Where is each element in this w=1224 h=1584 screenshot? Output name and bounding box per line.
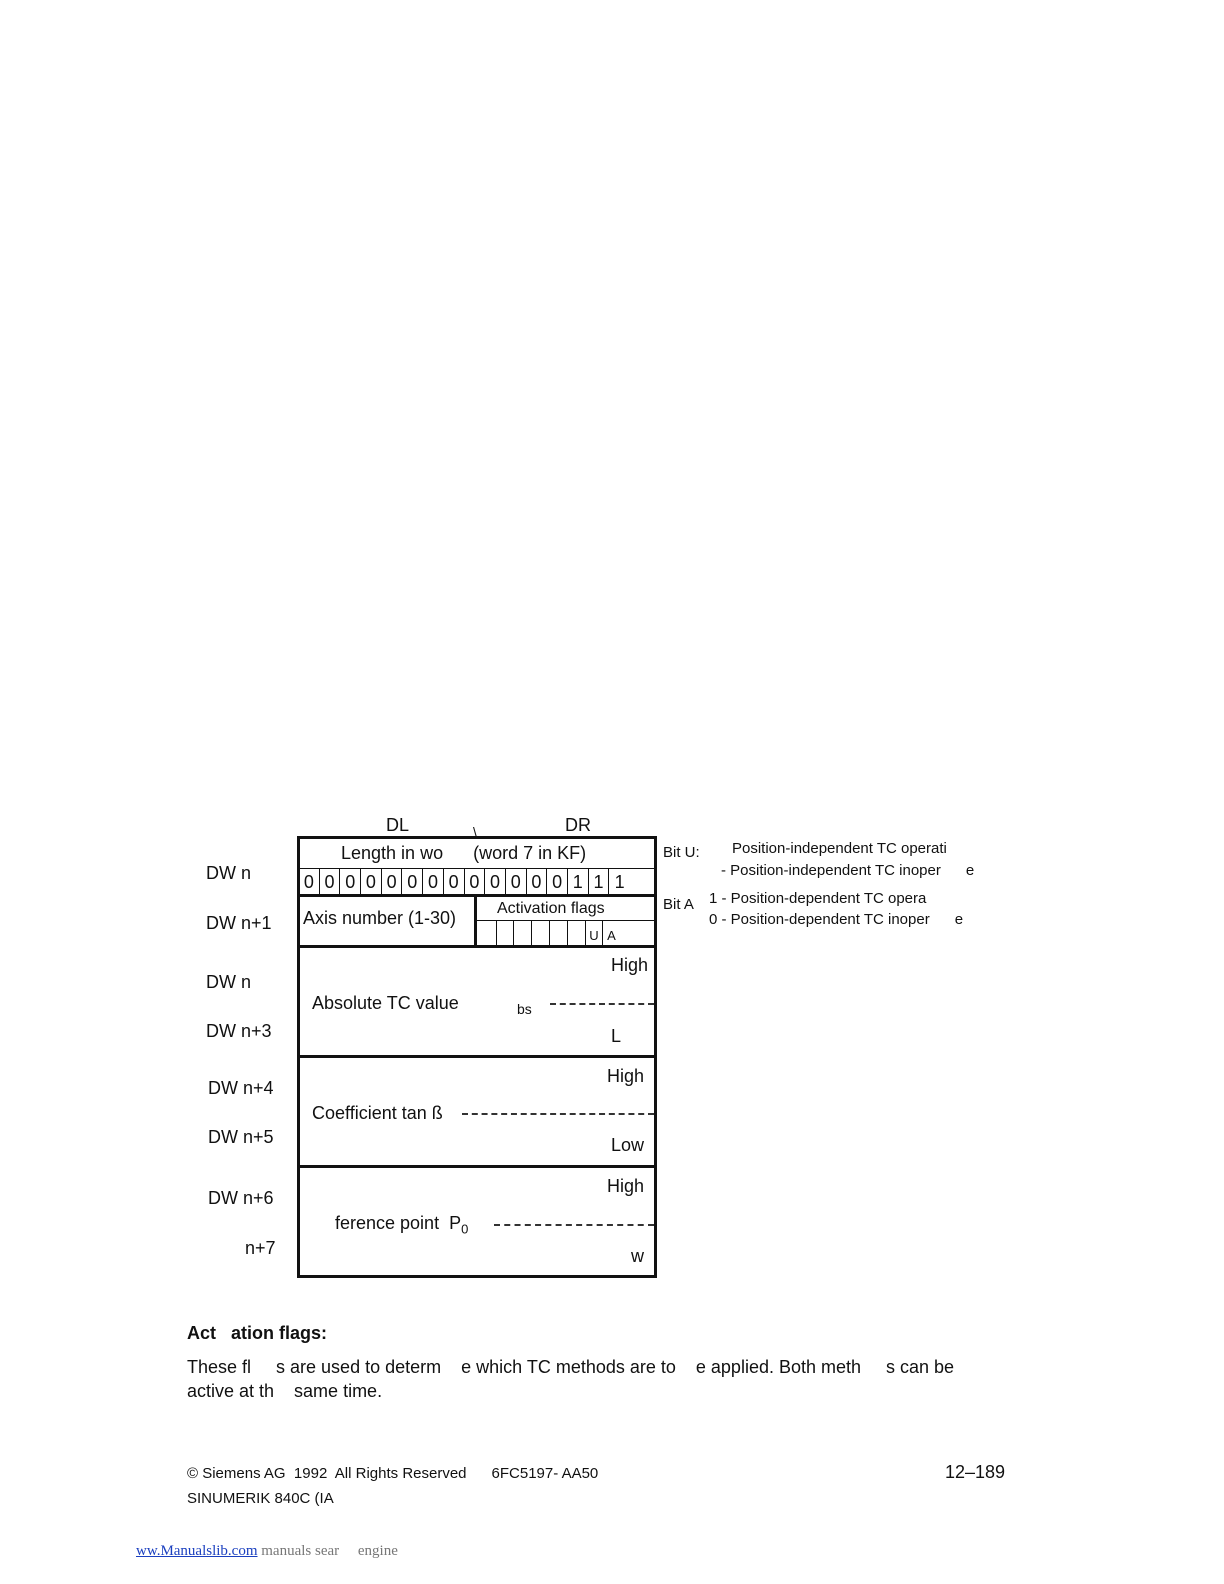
absolute-tc-high: High — [611, 955, 649, 975]
absolute-tc-sub: bs — [517, 1001, 532, 1017]
coeff-high: High — [607, 1066, 645, 1086]
absolute-tc-dashline — [550, 1003, 654, 1005]
footer-copyright: © Siemens AG 1992 All Rights Reserved 6FC5197- AA50 — [187, 1465, 599, 1482]
bit-a-label: Bit A — [663, 896, 694, 913]
bit-cell: 0 — [485, 869, 506, 895]
word-label: DW n+3 — [206, 1021, 272, 1041]
row-divider — [299, 945, 655, 948]
coeff-label: Coefficient tan ß — [312, 1103, 443, 1123]
section-body-line2: active at th same time. — [187, 1381, 383, 1401]
flag-cell — [514, 921, 532, 947]
ref-label-text: ference point P — [335, 1213, 462, 1233]
absolute-tc-label: Absolute TC value — [312, 993, 459, 1013]
axis-number-label: Axis number (1-30) — [303, 908, 457, 928]
bit-a-line2: 0 - Position-dependent TC inoper e — [709, 911, 964, 928]
manualslib-link[interactable]: ww.Manualslib.com — [136, 1543, 258, 1559]
bit-cell: 0 — [320, 869, 341, 895]
watermark-text: manuals sear engine — [257, 1543, 398, 1559]
bit-u-line2: - Position-independent TC inoper e — [721, 862, 975, 879]
word-label: DW n — [206, 863, 251, 883]
absolute-tc-low: L — [611, 1026, 622, 1046]
row-divider — [299, 1165, 655, 1168]
bit-cell: 0 — [382, 869, 403, 895]
bit-cell: 0 — [402, 869, 423, 895]
flag-cell — [532, 921, 550, 947]
word-label: DW n — [206, 972, 251, 992]
section-heading: Act ation flags: — [187, 1323, 328, 1343]
flag-cell: A — [607, 928, 616, 943]
bit-u-line1: Position-independent TC operati — [732, 840, 947, 857]
word-label: DW n+6 — [208, 1188, 274, 1208]
bit-cell: 1 — [589, 869, 610, 895]
row-divider — [299, 894, 655, 897]
header-tick: \ — [473, 824, 477, 840]
bit-cell: 0 — [547, 869, 568, 895]
bit-cell: 0 — [423, 869, 444, 895]
bit-cell: 1 — [614, 872, 625, 892]
header-dr: DR — [565, 815, 591, 835]
flag-cell — [568, 921, 586, 947]
ref-low: w — [631, 1246, 644, 1266]
page-number: 12–189 — [945, 1462, 1006, 1482]
ref-label — [335, 1213, 468, 1237]
ref-subscript: 0 — [461, 1221, 469, 1237]
bit-cell: 1 — [568, 869, 589, 895]
footer-product: SINUMERIK 840C (IA — [187, 1490, 334, 1507]
header-dl: DL — [386, 815, 410, 835]
bit-cell: 0 — [506, 869, 527, 895]
coeff-dashline — [462, 1113, 654, 1115]
flag-cell — [477, 921, 497, 947]
coeff-low: Low — [611, 1135, 645, 1155]
bit-a-line1: 1 - Position-dependent TC opera — [709, 890, 927, 907]
bit-cell: 0 — [340, 869, 361, 895]
flag-bit-row — [477, 921, 655, 947]
length-bit-row — [299, 869, 655, 895]
section-body-line1: These fl s are used to determ e which TC methods are to e applied. Both meth s can be — [187, 1357, 955, 1377]
flag-cell — [497, 921, 514, 947]
word-label: DW n+5 — [208, 1127, 274, 1147]
bit-cell: 0 — [527, 869, 548, 895]
flag-cell: U — [586, 921, 603, 947]
bit-cell: 0 — [444, 869, 465, 895]
bit-u-label: Bit U: — [663, 844, 700, 861]
ref-high: High — [607, 1176, 645, 1196]
bit-cell: 0 — [361, 869, 382, 895]
word-label: n+7 — [245, 1238, 276, 1258]
length-label: Length in wo (word 7 in KF) — [341, 843, 587, 863]
bit-cell: 0 — [299, 869, 320, 895]
word-label: DW n+1 — [206, 913, 272, 933]
watermark — [126, 1542, 398, 1560]
activation-flags-label: Activation flags — [497, 900, 605, 917]
row-divider — [299, 1055, 655, 1058]
word-label: DW n+4 — [208, 1078, 274, 1098]
flag-cell — [550, 921, 568, 947]
ref-dashline — [494, 1224, 654, 1226]
bit-cell: 0 — [465, 869, 486, 895]
